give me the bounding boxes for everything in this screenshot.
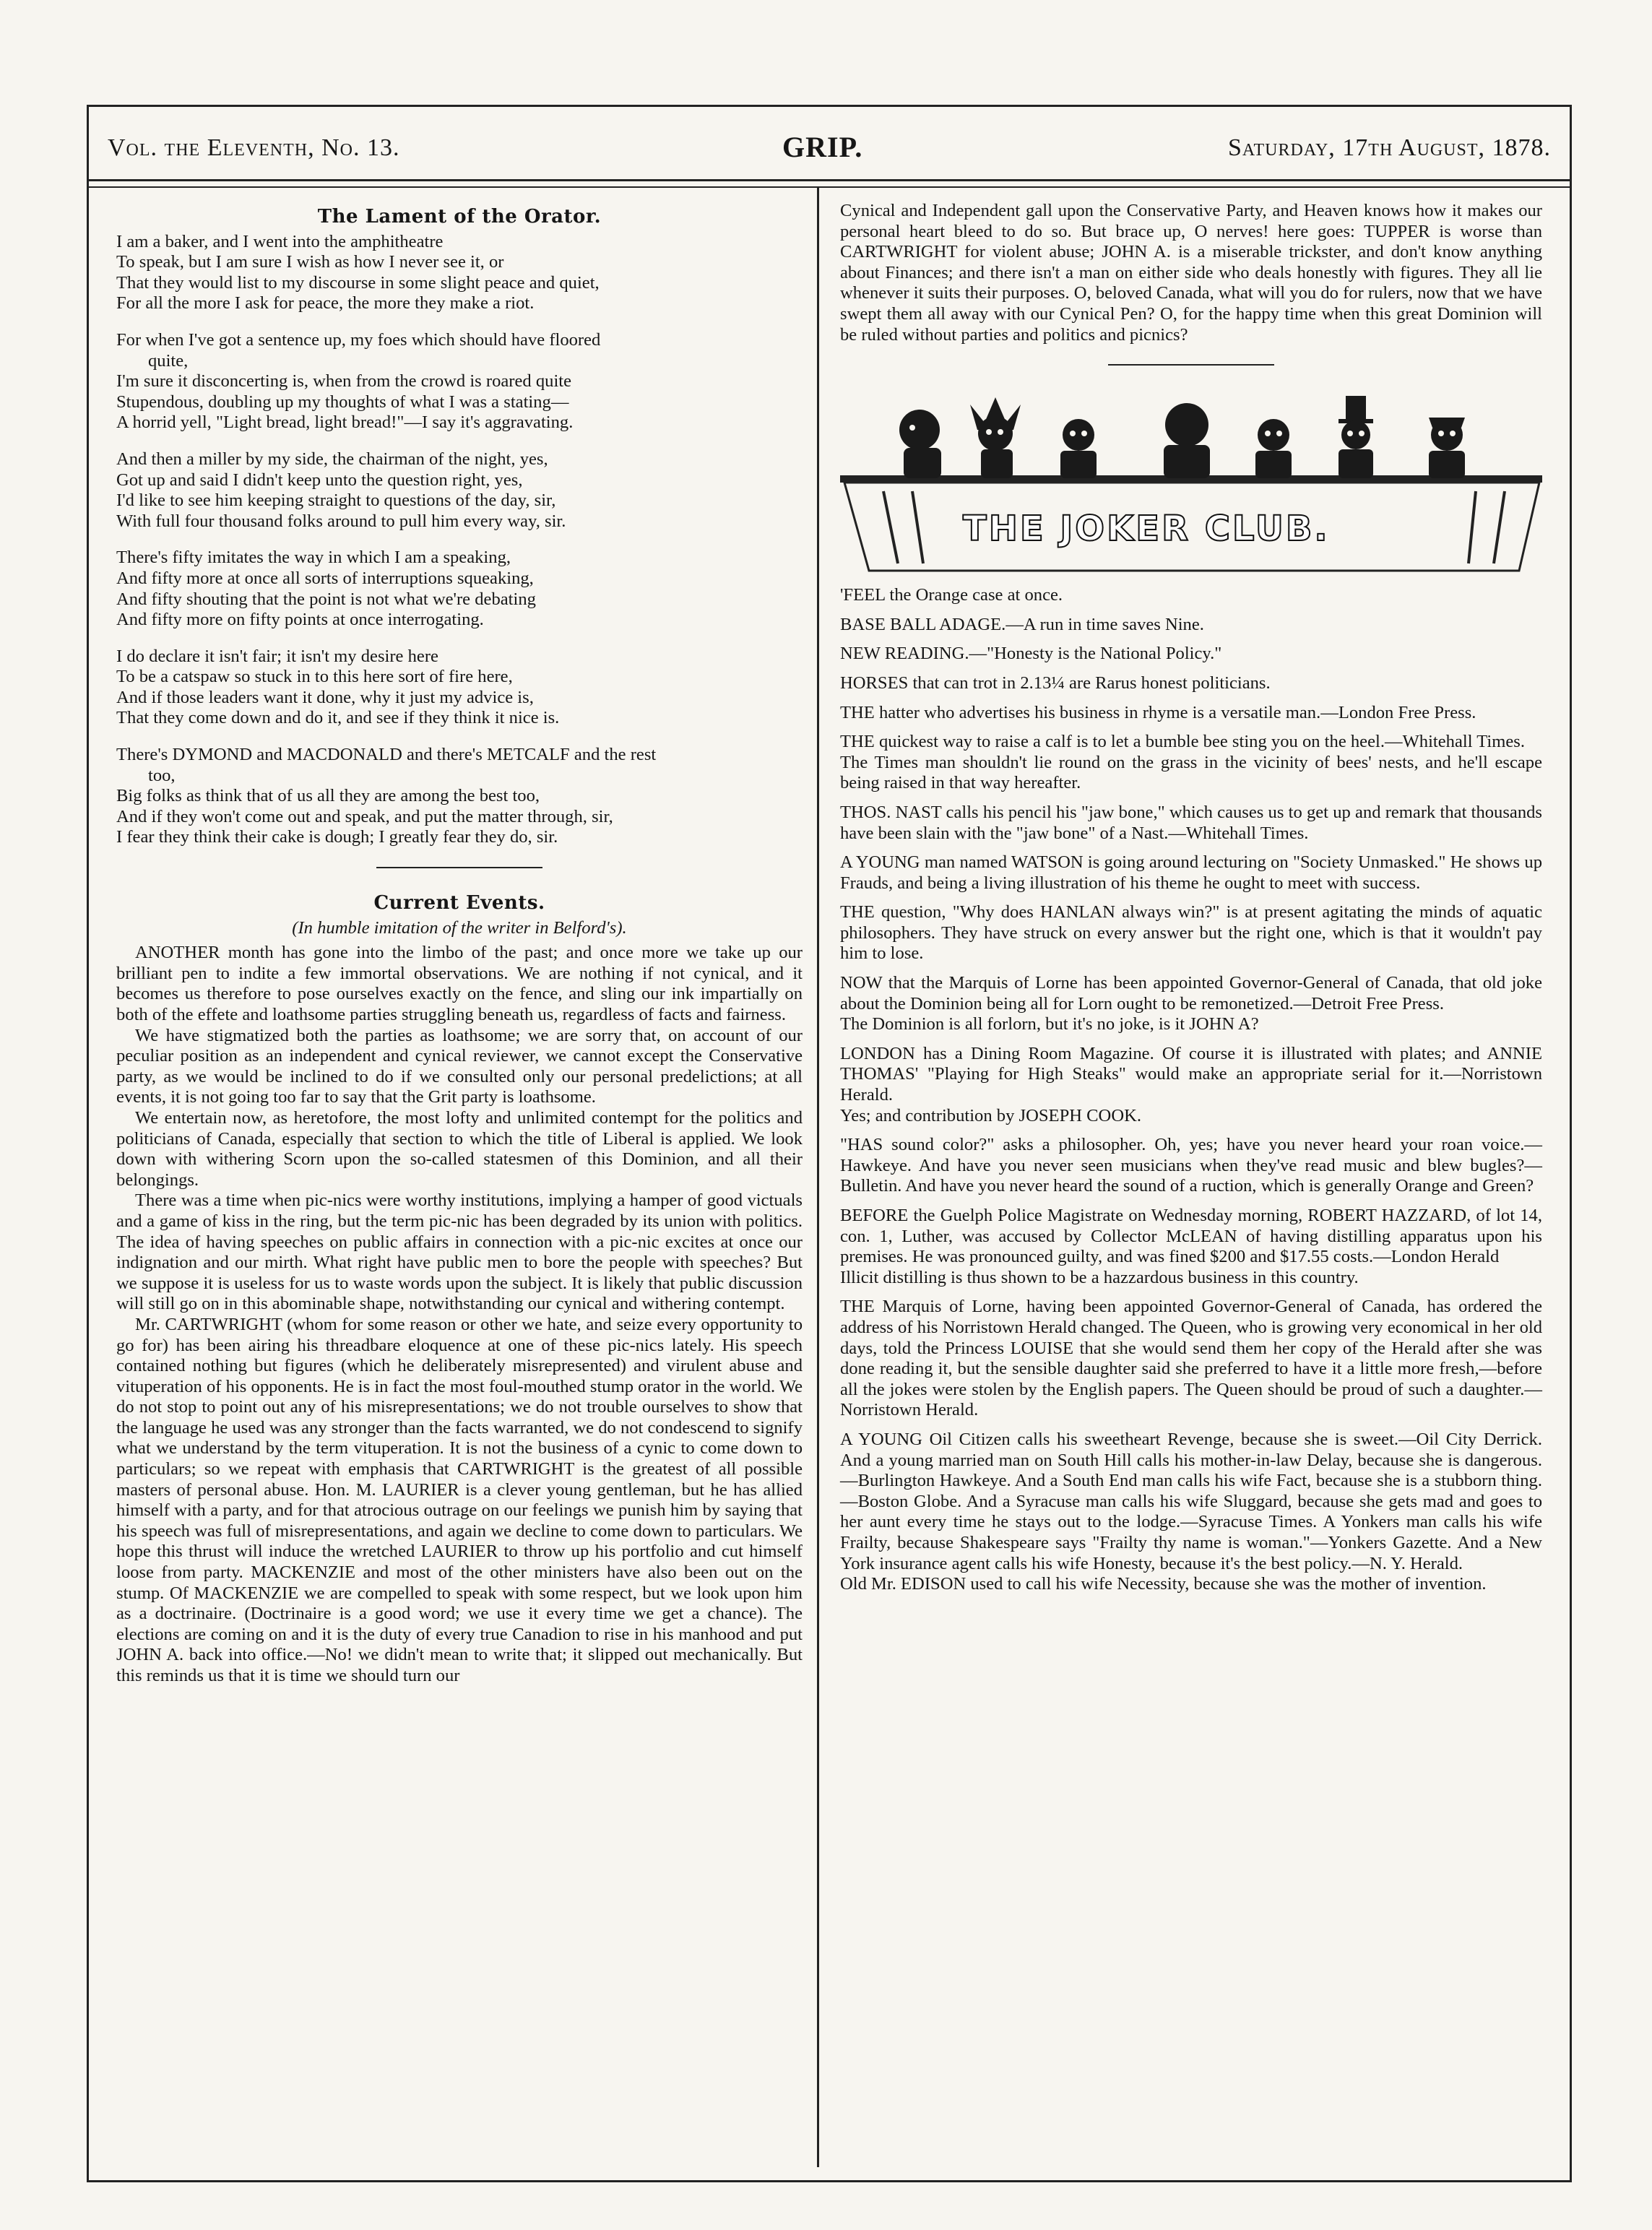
joke-item: NOW that the Marquis of Lorne has been appointed Governor-General of Canada, that old joke about the Dominion being all for Lorn ought to be remonetized.—Detroit Free Press. [840,973,1542,1014]
section-rule [1108,364,1274,366]
verse-line: I fear they think their cake is dough; I greatly fear they do, sir. [116,827,558,847]
verse-line: Big folks as think that of us all they are among the best too, [116,786,540,806]
section-rule [376,867,542,868]
joke-item: A YOUNG Oil Citizen calls his sweetheart Revenge, because she is sweet.—Oil City Derrick. And a young married man on South Hill calls his mother-in-law Delay, because she is dangerous.—Burlington Hawkeye. And a South End man calls his wife Fact, because she is a stubborn thing.—Boston Globe. And a Syracuse man calls his wife Sluggard, because she gets mad and goes to her aunt every time he stays out to the lodge.—Syracuse Times. A Yonkers man calls his wife Frailty, because Shakespeare says "Frailty thy name is woman."—Yonkers Gazette. And a New York insurance agent calls his wife Honesty, because it's the best policy.—N. Y. Herald. [840,1429,1542,1573]
stanza [116,449,803,532]
header-rule [89,186,1570,188]
volume-number: Vol. the Eleventh, No. 13. [108,134,400,161]
lament-title: The Lament of the Orator. [317,206,602,228]
article-paragraph: ANOTHER month has gone into the limbo of the past; and once more we take up our brilliant pen to indite a few immortal observations. We are nothing if not cynical, and it becomes us therefore to pose ourselves exactly on the fence, and sling our ink impartially on both of the effete and loathsome parties struggling beneath us, regardless of facts and fairness. [116,943,803,1024]
article-paragraph: Mr. CARTWRIGHT (whom for some reason or other we hate, and seize every opportunity to go for) has been airing his threadbare eloquence at one of these pic-nics lately. His speech contained nothing but figures (which he deliberately misrepresented) and virulent abuse and vituperation of his opponents. He is in fact the most foul-mouthed stump orator in the world. We do not stop to point out any of his misrepresentations; we do not trouble ourselves to show that the language he used was any stronger than the facts warranted, we do not condescend to signify what we understand by the term vituperation. It is not the business of a cynic to come down to particulars; so we repeat with emphasis that CARTWRIGHT is the greatest of all possible masters of personal abuse. Hon. M. LAURIER is a clever young gentleman, but he has allied himself with a party, and for that atrocious outrage on our feelings we punish him by saying that his speech was full of misrepresentations, and again we decline to come down to particulars. We hope this thrust will induce the wretched LAURIER to throw up his portfolio and cut himself loose from party. MACKENZIE and most of the other ministers have also been out on the stump. Of MACKENZIE we are compelled to speak with some respect, but we look upon him as a doctrinaire. (Doctrinaire is a good word; we use it every time we get a chance). The elections are coming on and it is the duty of every true Canadion to rise in his manhood and put JOHN A. back into office.—No! we didn't mean to write that; it slipped out mechanically. But this reminds us that it is time we should turn our [116,1314,803,1685]
verse-line: Got up and said I didn't keep unto the question right, yes, [116,470,523,490]
article-paragraph: We entertain now, as heretofore, the most lofty and unlimited contempt for the politics and politicians of Canada, especially that section to which the title of Liberal is applied. We look down with withering Scorn upon the so-called statesmen of this Dominion, and all their belongings. [116,1107,803,1190]
article-paragraph: We have stigmatized both the parties as loathsome; we are sorry that, on account of our peculiar position as an independent and cynical reviewer, we cannot except the Conservative party, as we would be inclined to do if we consulted only our personal predelictions; at all events, it is not going too far to say that the Grit party is loathsome. [116,1025,803,1107]
stanza [116,647,803,729]
verse-line: That they come down and do it, and see if they think it nice is. [116,708,560,728]
verse-line: And fifty more at once all sorts of interruptions squeaking, [116,568,534,588]
joke-item: The Times man shouldn't lie round on the grass in the vicinity of bees' nests, and he'll escape being raised in that way hereafter. [840,752,1542,793]
joke-item: THE question, "Why does HANLAN always win?" is at present agitating the minds of aquatic philosophers. They have struck on every answer but the right one, which is that it wouldn't pay him to lose. [840,902,1542,964]
verse-line: And then a miller by my side, the chairman of the night, yes, [116,449,548,469]
newspaper-page [87,105,1572,2182]
verse-line: There's fifty imitates the way in which I am a speaking, [116,548,511,568]
joker-club-heading: THE JOKER CLUB. [963,509,1330,550]
joke-item: A YOUNG man named WATSON is going around lecturing on "Society Unmasked." He shows up Frauds, and being a living illustration of his theme he ought to meet with success. [840,852,1542,893]
verse-line: And fifty more on fifty points at once interrogating. [116,610,484,630]
joke-item: The Dominion is all forlorn, but it's no joke, is it JOHN A? [840,1014,1259,1034]
verse-line: For when I've got a sentence up, my foes which should have floored [116,329,601,350]
verse-line: I'm sure it disconcerting is, when from the crowd is roared quite [116,371,572,392]
joker-club-banner [840,390,1542,575]
joke-item: Old Mr. EDISON used to call his wife Necessity, because she was the mother of invention. [840,1574,1487,1594]
verse-line: A horrid yell, "Light bread, light bread!"—I say it's aggravating. [116,412,574,433]
right-column [840,201,1542,1604]
verse-line: That they would list to my discourse in some slight peace and quiet, [116,272,600,293]
article-continuation: Cynical and Independent gall upon the Conservative Party, and Heaven knows how it makes our personal heart bleed to do so. But brace up, O nerves! here goes: TUPPER is worse than CARTWRIGHT for violent abuse; JOHN A. is a miserable trickster, and don't know anything about Finances; and there isn't a man on either side who deals honestly with figures. They all lie whenever it suits their purposes. O, beloved Canada, what will you do for rulers, now that we have swept them all away with our Cynical Pen? O, for the happy time when this great Dominion will be ruled without parties and politics and picnics? [840,201,1542,345]
joker-club-items [840,585,1542,1595]
verse-line: To speak, but I am sure I wish as how I never see it, or [116,252,504,272]
joke-item: 'FEEL the Orange case at once. [840,585,1063,605]
verse-line: I'd like to see him keeping straight to questions of the day, sir, [116,490,556,511]
joke-item: BASE BALL ADAGE.—A run in time saves Nine. [840,614,1204,634]
joke-item: LONDON has a Dining Room Magazine. Of course it is illustrated with plates; and ANNIE THOMAS' "Playing for High Steaks" would make an appropriate serial for it.—Norristown Herald. [840,1043,1542,1105]
joke-item: THE quickest way to raise a calf is to let a bumble bee sting you on the heel.—Whitehall Times. [840,732,1526,752]
verse-line: For all the more I ask for peace, the more they make a riot. [116,293,535,314]
verse-line: To be a catspaw so stuck in to this here sort of fire here, [116,667,513,687]
joke-item: Illicit distilling is thus shown to be a hazzardous business in this country. [840,1267,1359,1287]
joke-item: THE hatter who advertises his business in rhyme is a versatile man.—London Free Press. [840,702,1476,722]
current-events-title: Current Events. [373,892,545,915]
column-divider [817,188,819,2167]
current-events-subtitle: (In humble imitation of the writer in Belford's). [292,917,627,938]
verse-line: I do declare it isn't fair; it isn't my desire here [116,646,438,666]
publication-title: GRIP. [782,131,863,163]
stanza [116,745,803,848]
verse-line: quite, [148,350,189,371]
verse-line: And fifty shouting that the point is not what we're debating [116,589,536,609]
masthead [89,107,1570,181]
verse-line: And if those leaders want it done, why it just my advice is, [116,687,534,707]
verse-line: And if they won't come out and speak, and put the matter through, sir, [116,806,613,826]
verse-line: Stupendous, doubling up my thoughts of what I was a stating— [116,392,569,412]
verse-line: With full four thousand folks around to pull him every way, sir. [116,511,566,531]
joke-item: THE Marquis of Lorne, having been appointed Governor-General of Canada, has ordered the address of his Norristown Herald changed. The Queen, who is growing very economical in her old days, told the Princess LOUISE that she would send them her copy of the Herald after she was done reading it, but the sensible daughter said she preferred to have it a little more fresh,—before all the jokes were stolen by the English papers. The Queen should be proud of such a daughter.—Norristown Herald. [840,1297,1542,1420]
stanza [116,548,803,630]
joke-item: NEW READING.—"Honesty is the National Policy." [840,644,1222,664]
left-column [116,201,803,1687]
joke-item: "HAS sound color?" asks a philosopher. Oh, yes; have you never heard your roan voice.—Hawkeye. And have you never seen musicians when they've read music and blew bugles?—Bulletin. And have you never heard the sound of a ruction, which is generally Orange and Green? [840,1135,1542,1196]
stanza [116,232,803,314]
joke-item: BEFORE the Guelph Police Magistrate on Wednesday morning, ROBERT HAZZARD, of lot 14, con. 1, Luther, was accused by Collector McLEAN of having distilling apparatus upon his premises. He was pronounced guilty, and was fined $200 and $17.55 costs.—London Herald [840,1206,1542,1267]
verse-line: There's DYMOND and MACDONALD and there's METCALF and the rest [116,745,657,765]
joke-item: HORSES that can trot in 2.13¼ are Rarus honest politicians. [840,673,1271,693]
stanza [116,330,803,433]
issue-date: Saturday, 17th August, 1878. [1227,134,1551,161]
article-paragraph: There was a time when pic-nics were worthy institutions, implying a hamper of good victuals and a game of kiss in the ring, but the term pic-nic has been degraded by its union with politics. The idea of having speeches on public affairs in connection with a pic-nic excites at once our indignation and our mirth. What right have public men to bore the people with speeches? But we suppose it is useless for us to waste words upon the subject. It is likely that public discussion will still go on in this abominable shape, notwithstanding our cynical and withering contempt. [116,1190,803,1314]
joke-item: Yes; and contribution by JOSEPH COOK. [840,1105,1141,1125]
verse-line: I am a baker, and I went into the amphitheatre [116,231,444,251]
joke-item: THOS. NAST calls his pencil his "jaw bone," which causes us to get up and remark that thousands have been slain with the "jaw bone" of a Nast.—Whitehall Times. [840,802,1542,843]
verse-line: too, [148,765,176,785]
